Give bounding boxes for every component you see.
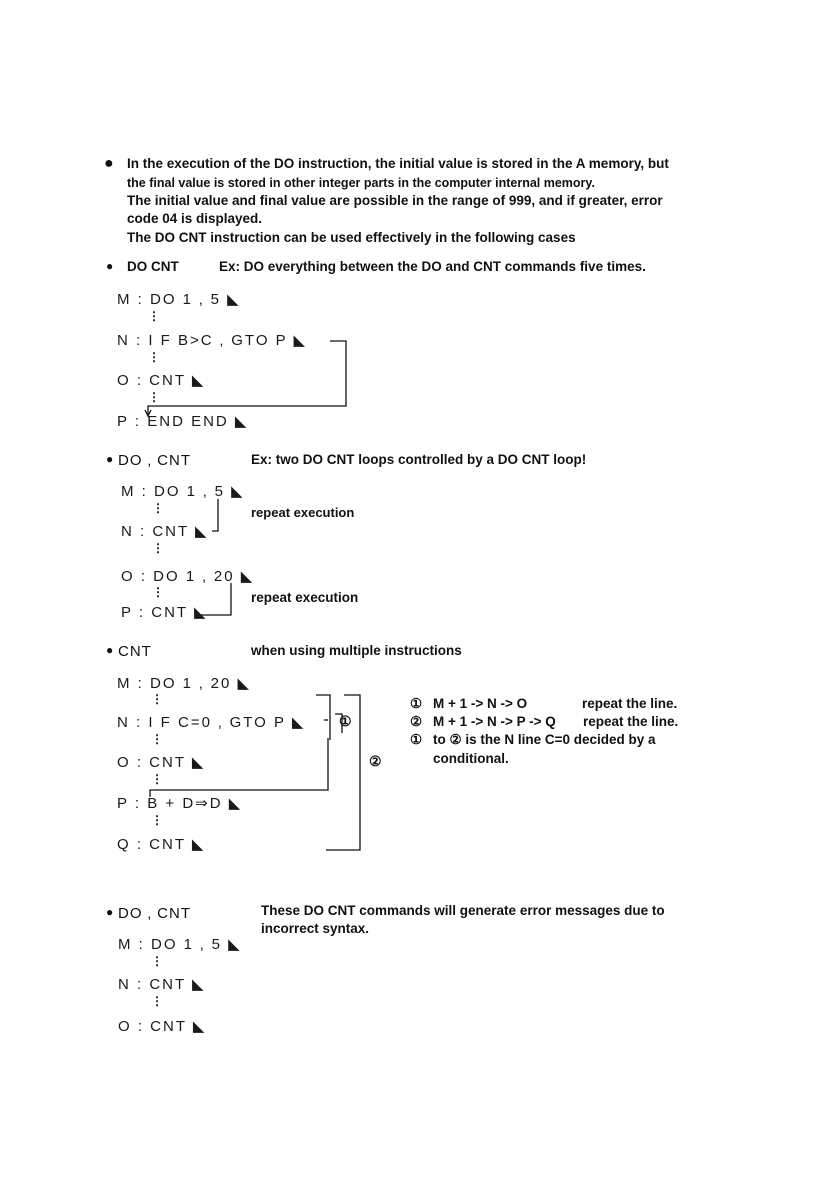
note-text: conditional. [433, 751, 509, 766]
intro-line-5: The DO CNT instruction can be used effectively in the following cases [127, 230, 576, 245]
code-line-m: M : DO 1 ‚ 5 ◣ [118, 936, 242, 953]
repeat-note: repeat execution [251, 505, 355, 520]
note-suffix: repeat the line. [583, 714, 679, 729]
loop-bracket [316, 695, 330, 740]
ellipsis: ⋮ [151, 732, 163, 746]
note-mark: ② [410, 714, 423, 729]
repeat-note: repeat execution [251, 590, 359, 605]
code-line-p: P : B + D⇒D ◣ [117, 795, 243, 812]
section-title: DO CNT [127, 259, 179, 274]
code-line-p: P : CNT ◣ [121, 604, 208, 621]
section-title: DO ‚ CNT [118, 452, 191, 469]
code-line-o: O : CNT ◣ [117, 372, 206, 389]
code-line-n: N : I F C=0 ‚ GTO P ◣ [117, 714, 306, 731]
note-mark: ① [410, 732, 423, 747]
note-suffix: repeat the line. [582, 696, 678, 711]
bullet: ● [106, 905, 114, 919]
section-description-line: incorrect syntax. [261, 921, 370, 936]
code-line-q: Q : CNT ◣ [117, 836, 206, 853]
ellipsis: ⋮ [151, 994, 163, 1008]
ellipsis: ⋮ [151, 954, 163, 968]
ellipsis: ⋮ [152, 501, 164, 515]
intro-line-4: code 04 is displayed. [127, 211, 263, 226]
code-line-n: N : CNT ◣ [118, 976, 206, 993]
section-example: Ex: DO everything between the DO and CNT commands five times. [219, 259, 646, 274]
bullet: ● [104, 155, 114, 172]
bullet: ● [106, 259, 114, 273]
code-line-o: O : DO 1 ‚ 20 ◣ [121, 568, 255, 585]
intro-line-2: the final value is stored in other integer parts in the computer internal memory. [127, 176, 595, 190]
ellipsis: ⋮ [151, 692, 163, 706]
note-text: M + 1 -> N -> O [433, 696, 528, 711]
bullet: ● [106, 452, 114, 466]
loop-marker-1: ① [339, 713, 352, 729]
code-line-m: M : DO 1 ‚ 5 ◣ [117, 291, 241, 308]
section-description: when using multiple instructions [251, 643, 462, 658]
intro-line-3: The initial value and final value are possible in the range of 999, and if greater, error [127, 193, 663, 208]
code-line-m: M : DO 1 ‚ 20 ◣ [117, 675, 252, 692]
ellipsis: ⋮ [148, 390, 160, 404]
code-line-n: N : CNT ◣ [121, 523, 209, 540]
ellipsis: ⋮ [148, 309, 160, 323]
note-mark: ① [410, 696, 423, 711]
code-line-m: M : DO 1 ‚ 5 ◣ [121, 483, 245, 500]
ellipsis: ⋮ [152, 541, 164, 555]
section-example: Ex: two DO CNT loops controlled by a DO CNT loop! [251, 452, 587, 467]
ellipsis: ⋮ [152, 585, 164, 599]
ellipsis: ⋮ [148, 350, 160, 364]
code-line-p: P : END END ◣ [117, 413, 249, 430]
section-description-line: These DO CNT commands will generate error messages due to [261, 903, 665, 918]
ellipsis: ⋮ [151, 772, 163, 786]
bullet: ● [106, 643, 114, 657]
section-title: DO ‚ CNT [118, 905, 191, 922]
code-line-n: N : I F B>C ‚ GTO P ◣ [117, 332, 308, 349]
ellipsis: ⋮ [151, 813, 163, 827]
loop-bracket [212, 499, 218, 531]
note-text: M + 1 -> N -> P -> Q [433, 714, 556, 729]
note-text: to ② is the N line C=0 decided by a [433, 732, 656, 747]
loop-marker-2: ② [369, 753, 382, 769]
code-line-o: O : CNT ◣ [117, 754, 206, 771]
code-line-o: O : CNT ◣ [118, 1018, 207, 1035]
intro-line-1: In the execution of the DO instruction, the initial value is stored in the A memory, but [127, 156, 669, 171]
section-title: CNT [118, 643, 152, 660]
